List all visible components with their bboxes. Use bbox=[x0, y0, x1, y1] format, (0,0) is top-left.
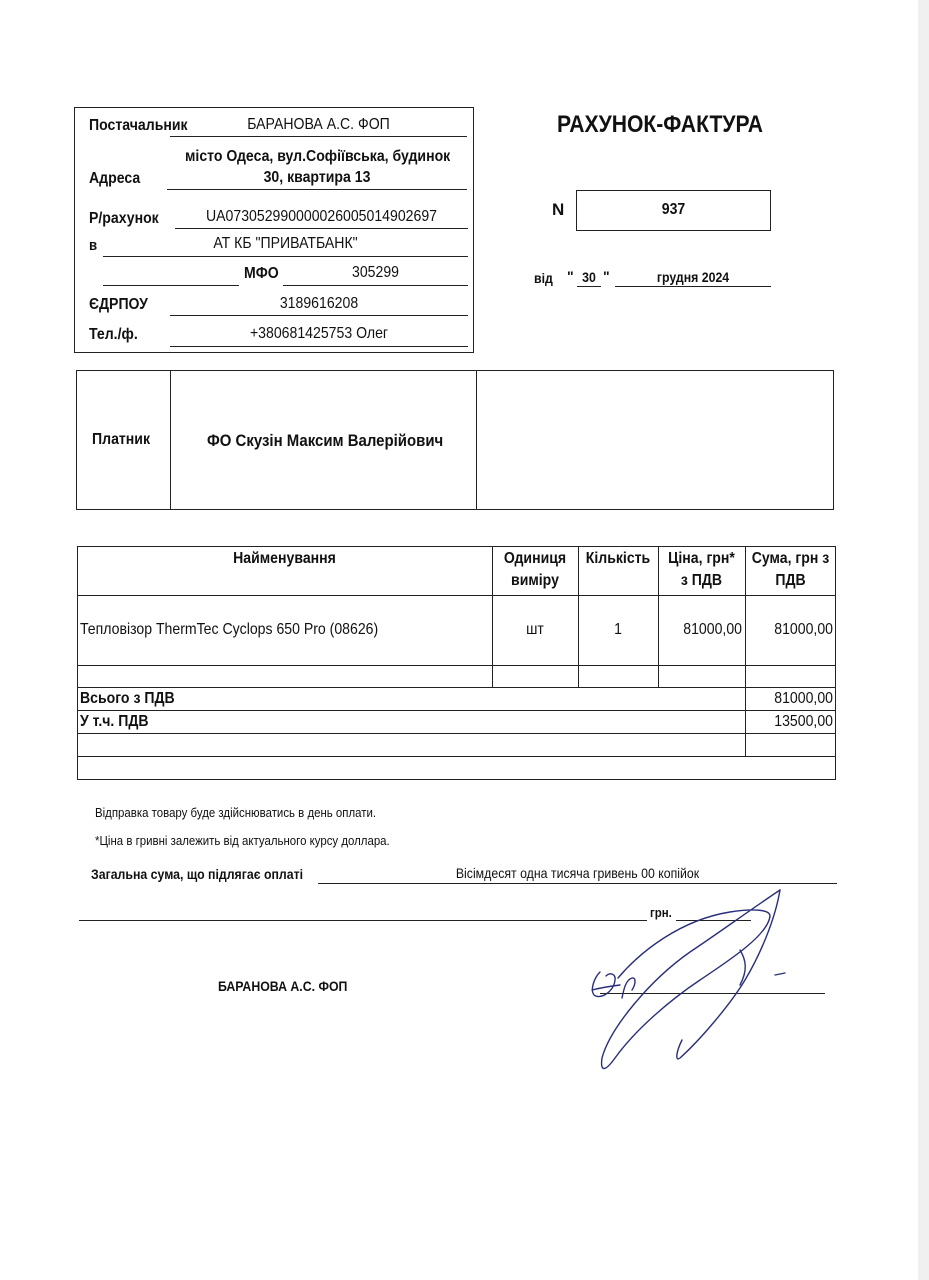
supplier-label: Постачальник bbox=[89, 117, 188, 134]
supplier-mfo-left-line bbox=[103, 285, 239, 286]
payer-name: ФО Скузін Максим Валерійович bbox=[207, 431, 444, 450]
header-qty: Кількість bbox=[585, 550, 651, 567]
row-line-vat bbox=[77, 733, 836, 734]
row-line-total bbox=[77, 710, 836, 711]
invoice-date-quote-close: " bbox=[603, 268, 610, 284]
supplier-phone-underline bbox=[170, 346, 468, 347]
supplier-account-label: Р/рахунок bbox=[89, 210, 159, 227]
item-unit: шт bbox=[526, 621, 544, 638]
invoice-date-label: від bbox=[534, 270, 553, 286]
row-line-header bbox=[77, 595, 836, 596]
payer-box bbox=[76, 370, 834, 510]
header-unit-line1: Одиниця bbox=[503, 550, 567, 567]
supplier-edrpou-underline bbox=[170, 315, 468, 316]
payer-label: Платник bbox=[92, 431, 150, 448]
invoice-day: 30 bbox=[582, 269, 596, 285]
supplier-bank: АТ КБ "ПРИВАТБАНК" bbox=[213, 235, 358, 252]
invoice-month-underline bbox=[615, 286, 771, 287]
supplier-bank-underline bbox=[103, 256, 468, 257]
supplier-mfo-underline bbox=[283, 285, 468, 286]
invoice-day-underline bbox=[577, 286, 601, 287]
invoice-title: РАХУНОК-ФАКТУРА bbox=[556, 111, 764, 138]
supplier-name-underline bbox=[170, 136, 467, 137]
supplier-address-line2: 30, квартира 13 bbox=[263, 169, 371, 186]
supplier-name: БАРАНОВА А.С. ФОП bbox=[247, 116, 390, 133]
total-due-line2 bbox=[79, 920, 647, 921]
total-due-currency: грн. bbox=[650, 905, 672, 920]
header-name: Найменування bbox=[233, 550, 336, 567]
header-unit-line2: виміру bbox=[511, 572, 559, 589]
supplier-edrpou-label: ЄДРПОУ bbox=[89, 296, 148, 313]
supplier-address-underline bbox=[167, 189, 467, 190]
note-price: *Ціна в гривні залежить від актуального курсу доллара. bbox=[95, 833, 390, 848]
header-price-line1: Ціна, грн* bbox=[668, 550, 735, 567]
row-line-blank bbox=[77, 756, 836, 757]
total-label: Всього з ПДВ bbox=[80, 690, 175, 707]
supplier-address-label: Адреса bbox=[89, 170, 141, 187]
supplier-edrpou: 3189616208 bbox=[279, 295, 359, 312]
col-divider-sum bbox=[745, 546, 746, 756]
header-sum-line2: ПДВ bbox=[775, 572, 806, 589]
handwritten-signature bbox=[580, 880, 830, 1075]
item-name: Тепловізор ThermTec Cyclops 650 Pro (08626) bbox=[80, 621, 379, 638]
supplier-mfo: 305299 bbox=[352, 264, 399, 281]
note-shipping: Відправка товару буде здійснюватись в день оплати. bbox=[95, 805, 377, 820]
invoice-date-quote-open: " bbox=[567, 268, 574, 284]
supplier-phone: +380681425753 Олег bbox=[249, 325, 389, 342]
item-sum: 81000,00 bbox=[774, 621, 833, 638]
row-line-empty bbox=[77, 687, 836, 688]
total-due-label: Загальна сума, що підлягає оплаті bbox=[91, 866, 304, 882]
supplier-account-underline bbox=[175, 228, 468, 229]
payer-divider-2 bbox=[476, 370, 477, 510]
vat-label: У т.ч. ПДВ bbox=[80, 713, 149, 730]
invoice-month-year: грудня 2024 bbox=[656, 269, 730, 285]
payer-divider-1 bbox=[170, 370, 171, 510]
invoice-number: 937 bbox=[661, 201, 686, 218]
row-line-item bbox=[77, 665, 836, 666]
supplier-address-line1: місто Одеса, вул.Софіївська, будинок bbox=[185, 148, 451, 165]
signatory-name: БАРАНОВА А.С. ФОП bbox=[218, 978, 348, 994]
page-edge bbox=[918, 0, 929, 1280]
total-due-words: Вісімдесят одна тисяча гривень 00 копійок bbox=[455, 865, 700, 881]
item-qty: 1 bbox=[614, 621, 622, 638]
supplier-phone-label: Тел./ф. bbox=[89, 326, 138, 343]
invoice-number-label: N bbox=[552, 200, 565, 219]
supplier-box bbox=[74, 107, 474, 353]
vat-value: 13500,00 bbox=[774, 713, 833, 730]
supplier-account: UA073052990000026005014902697 bbox=[206, 208, 437, 225]
supplier-mfo-label: МФО bbox=[244, 265, 279, 282]
total-value: 81000,00 bbox=[774, 690, 833, 707]
item-price: 81000,00 bbox=[683, 621, 742, 638]
supplier-bank-label: в bbox=[89, 237, 98, 254]
header-price-line2: з ПДВ bbox=[680, 572, 723, 589]
header-sum-line1: Сума, грн з bbox=[751, 550, 830, 567]
